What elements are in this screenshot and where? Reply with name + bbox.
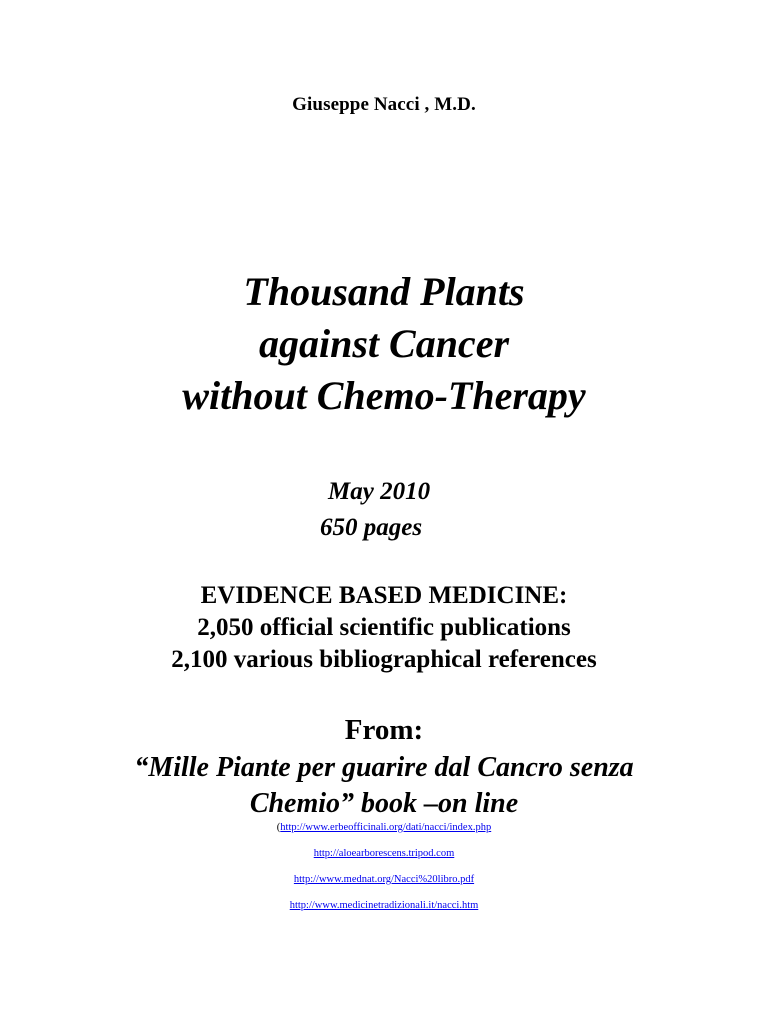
evidence-section (0, 580, 768, 676)
open-parenthesis: ( (276, 822, 281, 833)
references-count: 2,100 various bibliographical references (171, 646, 597, 673)
author-name: Giuseppe Nacci , M.D. (292, 94, 476, 115)
link-row-3 (0, 872, 768, 898)
source-book-title (0, 750, 768, 822)
link-erbeofficinali[interactable]: http://www.erbeofficinali.org/dati/nacci/index.php (280, 822, 492, 833)
evidence-heading: EVIDENCE BASED MEDICINE: (200, 582, 568, 609)
link-mednat-pdf[interactable]: http://www.mednat.org/Nacci%20libro.pdf (293, 874, 475, 885)
link-row-1 (0, 820, 768, 846)
title-line-2: against Cancer (258, 321, 510, 366)
link-row-2 (0, 846, 768, 872)
book-title-line-2: Chemio” book –on line (249, 788, 519, 819)
link-aloearborescens[interactable]: http://aloearborescens.tripod.com (313, 848, 455, 859)
page-count: 650 pages (320, 514, 423, 541)
book-title-line-1: “Mille Piante per guarire dal Cancro senza (134, 752, 634, 783)
from-label: From: (344, 714, 424, 746)
link-medicinetradizionali[interactable]: http://www.medicinetradizionali.it/nacci.htm (289, 900, 479, 911)
publication-date: May 2010 (328, 478, 431, 505)
publications-count: 2,050 official scientific publications (197, 614, 571, 641)
link-row-4 (0, 898, 768, 924)
title-line-3: without Chemo-Therapy (182, 373, 586, 418)
document-title (0, 266, 768, 422)
source-links (0, 820, 768, 924)
title-line-1: Thousand Plants (243, 269, 525, 314)
